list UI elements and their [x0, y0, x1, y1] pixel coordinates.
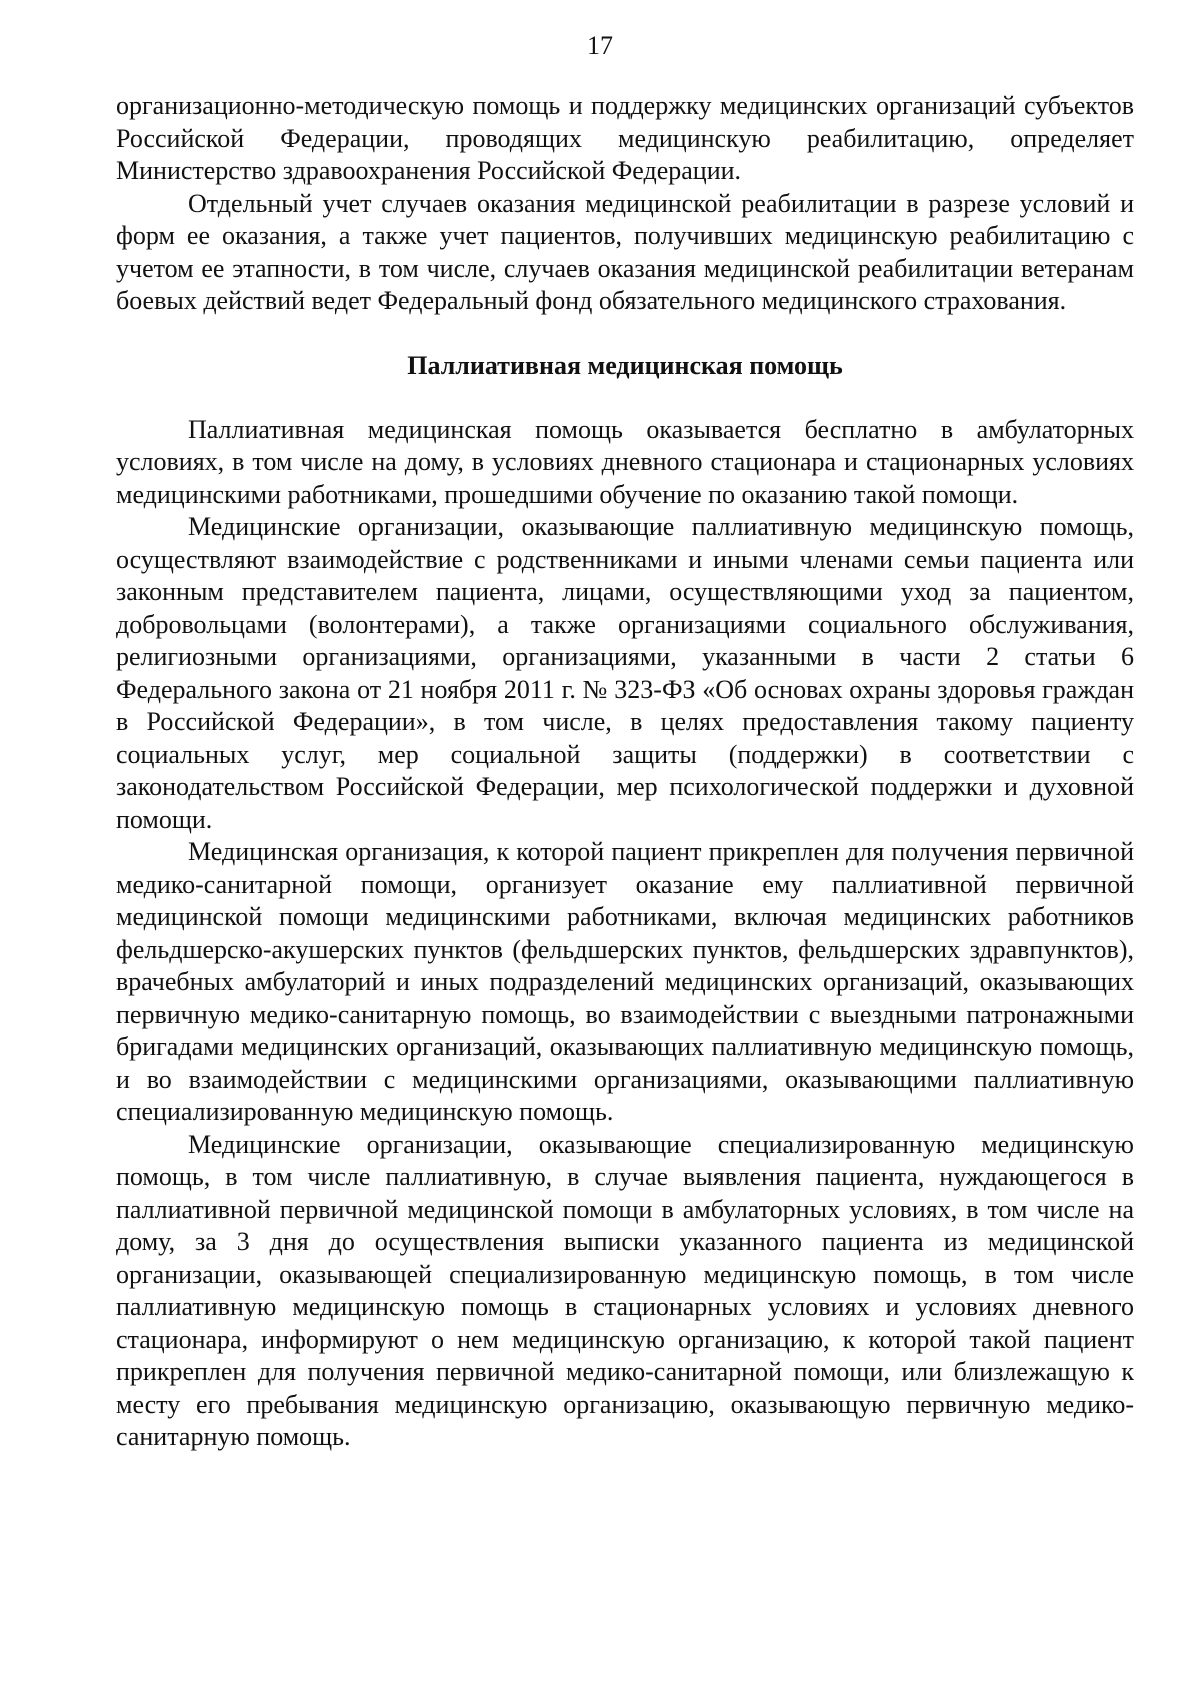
- spacer: [116, 382, 1134, 414]
- paragraph-specialized-care: Медицинские организации, оказывающие специализированную медицинскую помощь, в том числе паллиативную, в случае выявления пациента, нуждающегося в паллиативной первичной медицинской помощи в амбулаторных условиях, в том числе на дому, за 3 дня до осуществления выписки указанного пациента из медицинской организации, оказывающей специализированную медицинскую помощь, в том числе паллиативную медицинскую помощь в стационарных условиях и условиях дневного стационара, информируют о нем медицинскую организацию, к которой такой пациент прикреплен для получения первичной медико-санитарной помощи, или близлежащую к месту его пребывания медицинскую организацию, оказывающую первичную медико-санитарную помощь.: [116, 1129, 1134, 1451]
- section-heading: Паллиативная медицинская помощь: [407, 350, 843, 380]
- page-number: 17: [587, 31, 613, 60]
- paragraph-rehab-accounting: Отдельный учет случаев оказания медицинской реабилитации в разрезе условий и форм ее оказания, а также учет пациентов, получивших медицинскую реабилитацию с учетом ее этапности, в том числе, случаев оказания медицинской реабилитации ветеранам боевых действий ведет Федеральный фонд обязательного медицинского страхования.: [116, 188, 1134, 315]
- spacer: [116, 318, 1134, 350]
- paragraph-palliative-free: Паллиативная медицинская помощь оказывается бесплатно в амбулаторных условиях, в том числе на дому, в условиях дневного стационара и стационарных условиях медицинскими работниками, прошедшими обучение по оказанию такой помощи.: [116, 414, 1134, 509]
- paragraph-continuation: организационно-методическую помощь и поддержку медицинских организаций субъектов Российской Федерации, проводящих медицинскую реабилитацию, определяет Министерство здравоохранения Российской Федерации.: [116, 91, 1134, 185]
- paragraph-palliative-interaction: Медицинские организации, оказывающие паллиативную медицинскую помощь, осуществляют взаимодействие с родственниками и иными членами семьи пациента или законным представителем пациента, лицами, осуществляющими уход за пациентом, добровольцами (волонтерами), а также организациями социального обслуживания, религиозными организациями, организациями, указанными в части 2 статьи 6 Федерального закона от 21 ноября 2011 г. № 323-ФЗ «Об основах охраны здоровья граждан в Российской Федерации», в том числе, в целях предоставления такому пациенту социальных услуг, мер социальной защиты (поддержки) в соответствии с законодательством Российской Федерации, мер психологической поддержки и духовной помощи.: [116, 512, 1134, 834]
- paragraph-primary-care-org: Медицинская организация, к которой пациент прикреплен для получения первичной медико-санитарной помощи, организует оказание ему паллиативной первичной медицинской помощи медицинскими работниками, включая медицинских работников фельдшерско-акушерских пунктов (фельдшерских пунктов, фельдшерских здравпунктов), врачебных амбулаторий и иных подразделений медицинских организаций, оказывающих первичную медико-санитарную помощь, во взаимодействии с выездными патронажными бригадами медицинских организаций, оказывающих паллиативную медицинскую помощь, и во взаимодействии с медицинскими организациями, оказывающими паллиативную специализированную медицинскую помощь.: [116, 837, 1134, 1126]
- document-body: [116, 90, 1134, 1454]
